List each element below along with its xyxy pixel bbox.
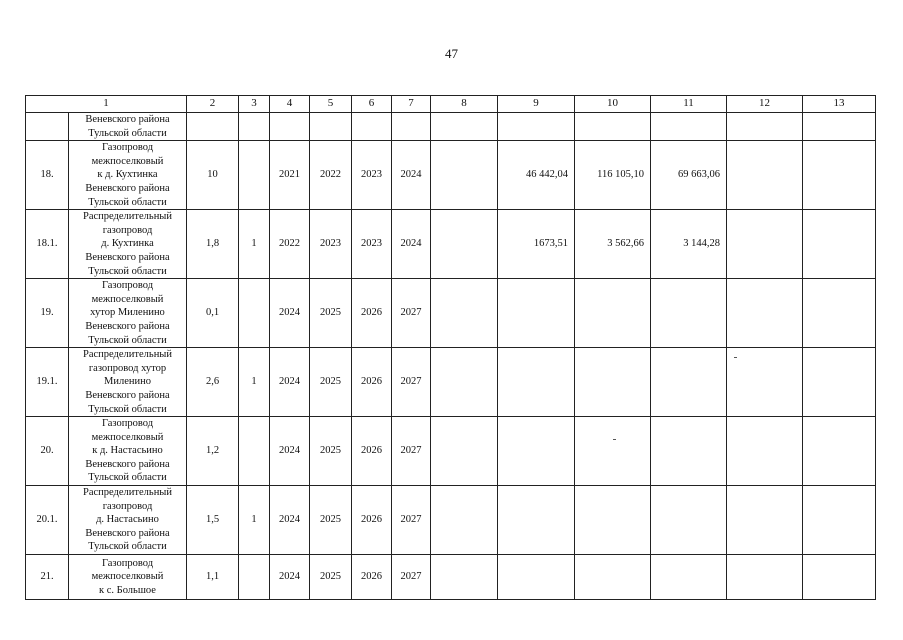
cell-c7 <box>392 113 431 141</box>
cell-c12 <box>727 279 803 348</box>
cell-c7: 2024 <box>392 210 431 279</box>
table-row <box>26 486 876 555</box>
table-row <box>26 555 876 600</box>
table-row <box>26 113 876 141</box>
cell-c10 <box>575 113 651 141</box>
cell-c9 <box>498 417 575 486</box>
cell-c8 <box>431 486 498 555</box>
header-cell: 10 <box>575 96 651 113</box>
cell-c4: 2021 <box>270 141 310 210</box>
cell-c10: 116 105,10 <box>575 141 651 210</box>
header-cell: 8 <box>431 96 498 113</box>
cell-c5: 2025 <box>310 348 352 417</box>
object-name-cell: Газопровод межпоселковый хутор Миленино Веневского района Тульской области <box>69 279 187 348</box>
object-name-cell: Газопровод межпоселковый к д. Кухтинка Веневского района Тульской области <box>69 141 187 210</box>
cell-c13 <box>803 113 876 141</box>
cell-c6: 2023 <box>352 141 392 210</box>
cell-c11 <box>651 279 727 348</box>
cell-c6: 2023 <box>352 210 392 279</box>
table-row <box>26 417 876 486</box>
cell-c13 <box>803 486 876 555</box>
cell-c4: 2024 <box>270 555 310 600</box>
header-cell: 4 <box>270 96 310 113</box>
header-cell: 3 <box>239 96 270 113</box>
cell-c3: 1 <box>239 210 270 279</box>
cell-c11 <box>651 486 727 555</box>
cell-c3 <box>239 141 270 210</box>
cell-c2: 1,1 <box>187 555 239 600</box>
cell-c5: 2025 <box>310 417 352 486</box>
cell-c13 <box>803 417 876 486</box>
cell-c5: 2025 <box>310 555 352 600</box>
cell-c11 <box>651 417 727 486</box>
row-number-cell <box>26 113 69 141</box>
cell-c3 <box>239 555 270 600</box>
cell-c11 <box>651 555 727 600</box>
cell-c5: 2025 <box>310 279 352 348</box>
cell-c4: 2024 <box>270 486 310 555</box>
cell-c12 <box>727 348 803 417</box>
object-name-cell: Газопровод межпоселковый к д. Настасьино Веневского района Тульской области <box>69 417 187 486</box>
header-cell: 7 <box>392 96 431 113</box>
cell-c4: 2024 <box>270 417 310 486</box>
cell-c2: 1,8 <box>187 210 239 279</box>
cell-c5: 2022 <box>310 141 352 210</box>
cell-c13 <box>803 348 876 417</box>
header-cell: 1 <box>26 96 187 113</box>
stray-mark <box>613 439 616 440</box>
cell-c5 <box>310 113 352 141</box>
object-name-cell: Распределительный газопровод хутор Миленино Веневского района Тульской области <box>69 348 187 417</box>
cell-c13 <box>803 279 876 348</box>
object-name-cell: Газопровод межпоселковый к с. Большое <box>69 555 187 600</box>
cell-c8 <box>431 417 498 486</box>
cell-c10 <box>575 348 651 417</box>
row-number-cell: 18.1. <box>26 210 69 279</box>
cell-c2: 1,5 <box>187 486 239 555</box>
cell-c2: 1,2 <box>187 417 239 486</box>
cell-c3: 1 <box>239 348 270 417</box>
cell-c2: 2,6 <box>187 348 239 417</box>
cell-c8 <box>431 141 498 210</box>
table-row <box>26 279 876 348</box>
cell-c6: 2026 <box>352 555 392 600</box>
cell-c7: 2027 <box>392 486 431 555</box>
cell-c4 <box>270 113 310 141</box>
row-number-cell: 18. <box>26 141 69 210</box>
row-number-cell: 19. <box>26 279 69 348</box>
header-cell: 13 <box>803 96 876 113</box>
cell-c8 <box>431 348 498 417</box>
cell-c2: 0,1 <box>187 279 239 348</box>
header-cell: 11 <box>651 96 727 113</box>
cell-c8 <box>431 279 498 348</box>
table-row <box>26 141 876 210</box>
cell-c9 <box>498 486 575 555</box>
cell-c13 <box>803 555 876 600</box>
cell-c11 <box>651 348 727 417</box>
cell-c3: 1 <box>239 486 270 555</box>
cell-c2: 10 <box>187 141 239 210</box>
header-cell: 5 <box>310 96 352 113</box>
cell-c12 <box>727 141 803 210</box>
table-body <box>26 113 876 600</box>
header-cell: 6 <box>352 96 392 113</box>
cell-c9 <box>498 555 575 600</box>
header-cell: 2 <box>187 96 239 113</box>
cell-c3 <box>239 417 270 486</box>
row-number-cell: 19.1. <box>26 348 69 417</box>
cell-c12 <box>727 486 803 555</box>
row-number-cell: 20. <box>26 417 69 486</box>
cell-c7: 2027 <box>392 555 431 600</box>
cell-c10 <box>575 417 651 486</box>
cell-c6 <box>352 113 392 141</box>
cell-c10 <box>575 486 651 555</box>
cell-c12 <box>727 113 803 141</box>
cell-c8 <box>431 113 498 141</box>
cell-c9: 46 442,04 <box>498 141 575 210</box>
cell-c10 <box>575 555 651 600</box>
cell-c6: 2026 <box>352 486 392 555</box>
cell-c6: 2026 <box>352 417 392 486</box>
table-row <box>26 348 876 417</box>
cell-c7: 2024 <box>392 141 431 210</box>
header-cell: 12 <box>727 96 803 113</box>
object-name-cell: Распределительный газопровод д. Настасьино Веневского района Тульской области <box>69 486 187 555</box>
cell-c2 <box>187 113 239 141</box>
cell-c9: 1673,51 <box>498 210 575 279</box>
cell-c5: 2025 <box>310 486 352 555</box>
row-number-cell: 20.1. <box>26 486 69 555</box>
cell-c12 <box>727 210 803 279</box>
cell-c6: 2026 <box>352 348 392 417</box>
header-cell: 9 <box>498 96 575 113</box>
cell-c10 <box>575 279 651 348</box>
cell-c7: 2027 <box>392 279 431 348</box>
cell-c4: 2024 <box>270 279 310 348</box>
cell-c9 <box>498 113 575 141</box>
cell-c6: 2026 <box>352 279 392 348</box>
data-table <box>25 95 876 600</box>
cell-c7: 2027 <box>392 417 431 486</box>
cell-c11: 3 144,28 <box>651 210 727 279</box>
cell-c3 <box>239 113 270 141</box>
cell-c11: 69 663,06 <box>651 141 727 210</box>
object-name-cell: Распределительный газопровод д. Кухтинка Веневского района Тульской области <box>69 210 187 279</box>
cell-c9 <box>498 279 575 348</box>
stray-mark <box>734 357 737 358</box>
cell-c13 <box>803 210 876 279</box>
page-number: 47 <box>445 46 458 61</box>
cell-c8 <box>431 555 498 600</box>
cell-c5: 2023 <box>310 210 352 279</box>
cell-c11 <box>651 113 727 141</box>
cell-c7: 2027 <box>392 348 431 417</box>
cell-c3 <box>239 279 270 348</box>
column-number-row <box>26 96 876 113</box>
table-row <box>26 210 876 279</box>
object-name-cell: Веневского района Тульской области <box>69 113 187 141</box>
cell-c9 <box>498 348 575 417</box>
cell-c12 <box>727 417 803 486</box>
cell-c4: 2022 <box>270 210 310 279</box>
cell-c8 <box>431 210 498 279</box>
cell-c12 <box>727 555 803 600</box>
cell-c13 <box>803 141 876 210</box>
cell-c4: 2024 <box>270 348 310 417</box>
row-number-cell: 21. <box>26 555 69 600</box>
cell-c10: 3 562,66 <box>575 210 651 279</box>
